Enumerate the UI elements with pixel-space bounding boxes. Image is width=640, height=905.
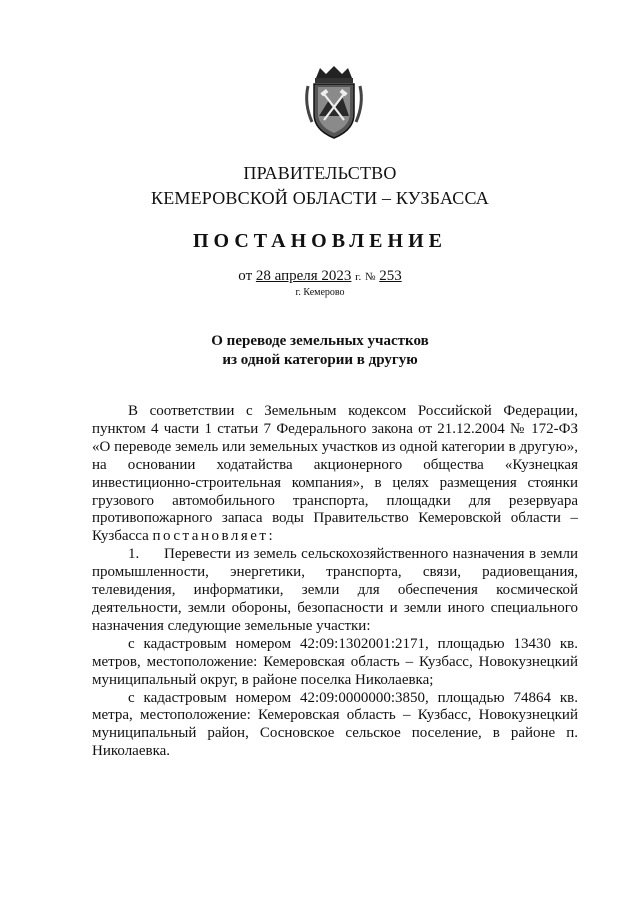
item1-number: 1. — [128, 546, 140, 563]
intro-paragraph — [92, 403, 578, 546]
decree-word: постановляет: — [152, 528, 276, 545]
item1-text: Перевести из земель сельскохозяйственного назначения в земли промышленности, энергетики, транспорта, связи, радиовещания, телевидения, информатики, земли для обеспечения космической деятельности, земли обороны, безопасности и земли иного специального назначения следующие земельные участки: — [92, 546, 578, 634]
document-type-title: ПОСТАНОВЛЕНИЕ — [193, 230, 447, 252]
parcel1-paragraph: с кадастровым номером 42:09:1302001:2171, площадью 13430 кв. метров, местоположение: Кемеровская область – Кузбасс, Новокузнецкий муниципальный округ, в районе поселка Николаевка; — [92, 635, 578, 688]
item1-paragraph — [92, 546, 578, 636]
document-subject — [0, 332, 640, 370]
date-prefix: от — [238, 268, 253, 284]
document-date: 28 апреля 2023 — [255, 268, 352, 284]
intro-text: В соответствии с Земельным кодексом Российской Федерации, пунктом 4 части 1 статьи 7 Федерального закона от 21.12.2004 № 172-ФЗ «О переводе земель или земельных участков из одной категории в другую», на основании ходатайства акционерного общества «Кузнецкая инвестиционно-строительная компания», в целях размещения стоянки грузового автомобильного транспорта, площадки для резервуара противопожарного запаса воды Правительство Кемеровской области – Кузбасса — [92, 403, 578, 545]
document-body — [92, 403, 578, 761]
parcel2-paragraph: с кадастровым номером 42:09:0000000:3850, площадью 74864 кв. метра, местоположение: Кемеровская область – Кузбасс, Новокузнецкий муниципальный район, Сосновское сельское поселение, в районе п. Николаевка. — [92, 689, 578, 760]
subject-line2: из одной категории в другую — [222, 352, 418, 368]
document-date-line — [0, 268, 640, 285]
document-number: 253 — [379, 268, 402, 284]
document-city: г. Кемерово — [295, 287, 345, 298]
subject-line1: О переводе земельных участков — [211, 333, 429, 349]
government-name-line1: ПРАВИТЕЛЬСТВО — [243, 163, 397, 183]
year-suffix: г. — [355, 271, 362, 283]
coat-of-arms-icon — [302, 64, 366, 140]
government-name-line2: КЕМЕРОВСКОЙ ОБЛАСТИ – КУЗБАССА — [151, 188, 489, 208]
number-label: № — [364, 271, 376, 283]
